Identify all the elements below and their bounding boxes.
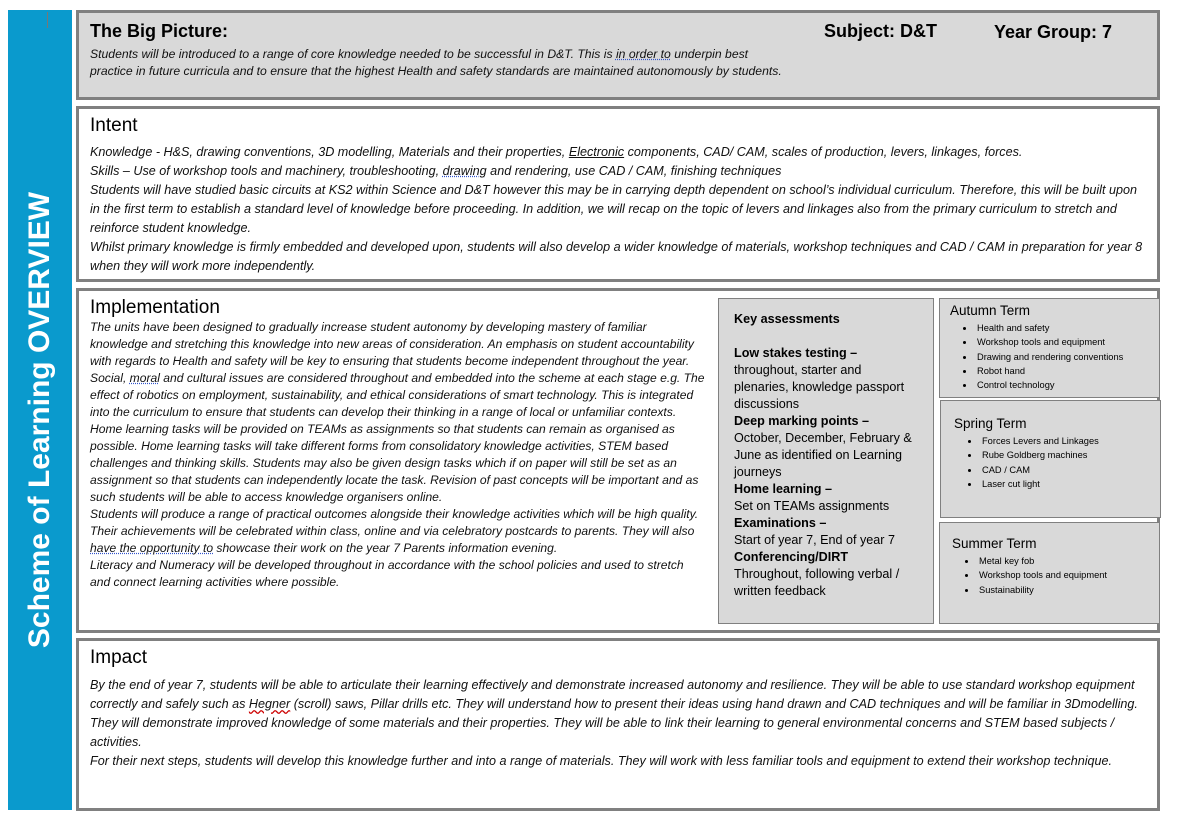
text: underpin best practice in future curricula and to ensure that the highest Health and safety standards are maintained autonomously by students. [90,47,782,78]
paragraph: Home learning tasks will be provided on TEAMs as assignments so that students can remain as organised as possible. Home learning tasks will take different forms from consolidatory knowledge activities, STEM based challenges and thinking skills. Students may also be given design tasks which if on paper will still be set as an assignment so that students can independently locate the task. Revision of past concepts will be important and as such students will be able to access knowledge organisers online. [90,422,699,504]
implementation-title: Implementation [90,297,220,318]
spring-term-box [940,400,1161,518]
assessment-body: throughout, starter and plenaries, knowledge passport discussions [734,363,905,411]
paragraph: Whilst primary knowledge is firmly embedded and developed upon, students will also develop a wider knowledge of materials, workshop techniques and CAD / CAM in preparation for year 8 when they will work more independently. [90,240,1143,273]
term-list [955,434,1099,491]
divider [47,12,48,28]
impact-section [76,638,1160,811]
text: Knowledge - H&S, drawing conventions, 3D modelling, Materials and their properties, [90,145,569,159]
term-title: Summer Term [952,536,1037,551]
text: Skills – Use of workshop tools and machinery, troubleshooting, [90,164,443,178]
assessment-item [734,481,918,515]
text: By the end of year 7, students will be able to articulate their learning effectively and demonstrate increased autonomy and resilience. They will be able to use standard workshop equipment correctly and safely such as [90,678,1135,711]
assessment-body: Set on TEAMs assignments [734,499,890,513]
assessment-body: Throughout, following verbal / written feedback [734,567,900,598]
big-picture-text [90,46,790,80]
text: (scroll) saws, Pillar drills etc. They will understand how to present their ideas using hand drawn and CAD techniques and will be familiar in 3Dmodelling. They will demonstrate improved knowledge of some materials and their properties. They will be able to link their learning to general environmental concerns and STEM based subjects / activities. [90,697,1138,749]
term-item: • Sustainability [977,583,1107,597]
paragraph: For their next steps, students will develop this knowledge further and into a range of materials. They will work with less familiar tools and equipment to extend their workshop technique. [90,754,1113,768]
assessment-head: Conferencing/DIRT [734,550,849,564]
term-list [952,554,1107,597]
assessment-head: Home learning – [734,482,832,496]
assessment-head: Examinations – [734,516,827,530]
assessment-item [734,549,918,600]
term-item: • Rube Goldberg machines [980,448,1099,462]
text: and rendering, use CAD / CAM, finishing techniques [486,164,782,178]
big-picture-title: The Big Picture: [90,21,229,41]
assessment-head: Deep marking points – [734,414,870,428]
intent-section [76,106,1160,282]
text: Hegner [248,697,291,711]
text: Students will be introduced to a range of core knowledge needed to be successful in D&T. This is [90,47,616,61]
intent-text [90,143,1150,276]
autumn-term-box [939,298,1160,398]
paragraph: Students will have studied basic circuits at KS2 within Science and D&T however this may be in carrying depth dependent on school’s individual curriculum. Therefore, this will be built upon in the first term to establish a standard level of knowledge before proceeding. In addition, we will recap on the topic of levers and linkages also from the primary curriculum to stretch and reinforce student knowledge. [90,183,1137,235]
term-title: Spring Term [954,416,1027,431]
term-item: • Health and safety [975,321,1123,335]
assessment-item [734,515,918,549]
text: moral [129,371,160,385]
text: showcase their work on the year 7 Parents information evening. [213,541,558,555]
key-assessments-box [718,298,934,624]
intent-title: Intent [90,115,138,136]
subject-label: Subject: D&T [824,21,938,41]
impact-title: Impact [90,647,148,668]
key-assessments-title: Key assessments [734,312,840,326]
term-title: Autumn Term [950,303,1031,318]
big-picture-section [76,10,1160,100]
assessment-item [734,413,918,481]
term-item: • Workshop tools and equipment [977,568,1107,582]
term-list [950,321,1123,392]
side-title: Scheme of Learning OVERVIEW [23,191,56,649]
term-item: • CAD / CAM [980,463,1099,477]
term-item: • Workshop tools and equipment [975,335,1123,349]
paragraph: The units have been designed to gradually increase student autonomy by developing mastery of familiar knowledge and stretching this knowledge into new areas of consideration. An emphasis on student accountability with regards to Health and safety will be key to ensuring that students become independent throughout the year. [90,320,694,368]
assessment-body: Start of year 7, End of year 7 [734,533,896,547]
assessment-item [734,345,918,413]
assessment-body: October, December, February & June as identified on Learning journeys [734,431,912,479]
term-item: • Control technology [975,378,1123,392]
paragraph: Literacy and Numeracy will be developed throughout in accordance with the school policies and used to stretch and connect learning activities where possible. [90,558,684,589]
implementation-text [90,319,705,591]
year-group-label: Year Group: 7 [994,22,1113,42]
summer-term-box [939,522,1160,624]
term-item: • Laser cut light [980,477,1099,491]
text: Students will produce a range of practical outcomes alongside their knowledge activities which will be high quality. Their achievements will be celebrated within class, online and via celebratory postcards to parents. They will also [90,507,699,538]
term-item: • Robot hand [975,364,1123,378]
text: Social, [90,371,130,385]
text: Electronic [568,145,625,159]
side-banner [8,10,72,810]
assessment-head: Low stakes testing – [734,346,858,360]
term-item: • Drawing and rendering conventions [975,350,1123,364]
text: and cultural issues are considered throughout and embedded into the scheme at each stage e.g. The effect of robotics on employment, sustainability, and ethical considerations of smart technology. This is integrated into the curriculum to ensure that students can develop their thinking in a range of local or unfamiliar contexts. [90,371,705,419]
text: drawing [442,164,487,178]
text: in order to [615,47,671,61]
text: components, CAD/ CAM, scales of production, levers, linkages, forces. [624,145,1023,159]
text: have the opportunity to [90,541,214,555]
term-item: • Forces Levers and Linkages [980,434,1099,448]
term-item: • Metal key fob [977,554,1107,568]
impact-text [90,676,1150,771]
